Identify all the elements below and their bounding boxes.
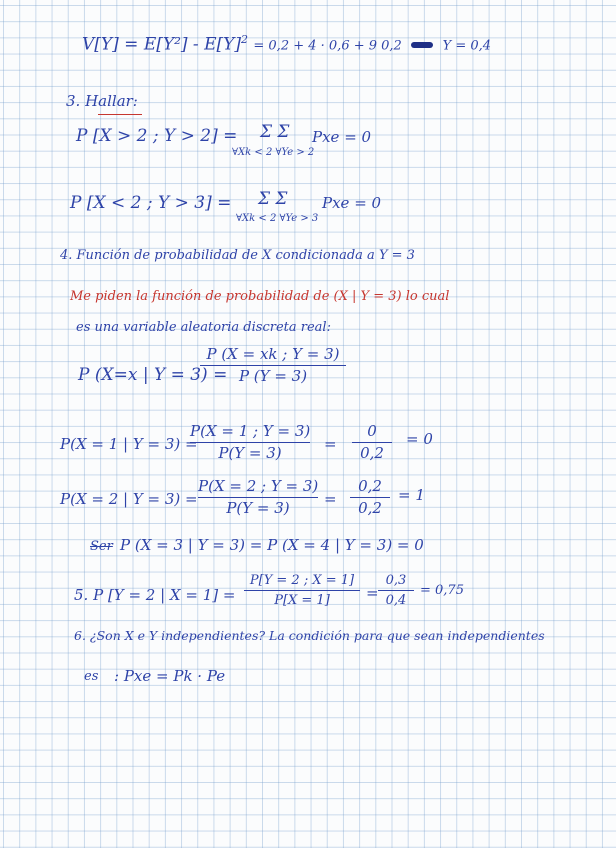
underline	[98, 114, 142, 115]
s3-line2-subscript: ∀Xk < 2 ∀Ye > 3	[236, 213, 319, 224]
s6-line2: : Pxe = Pk · Pe	[114, 667, 226, 685]
s4-text-line1: Me piden la función de probabilidad de (X | Y = 3) lo cual	[70, 289, 450, 304]
s6-line1: 6. ¿Son X e Y independientes? La condición para que sean independientes	[74, 628, 545, 643]
s3-line2-lhs: P [X < 2 ; Y > 3] =	[70, 193, 232, 213]
arrow-icon	[411, 42, 433, 48]
e1-fraction: P(X = 1 ; Y = 3) P(Y = 3)	[190, 422, 311, 462]
e1-result: = 0	[406, 430, 433, 448]
s4-text-line2: es una variable aleatoria discreta real:	[76, 320, 331, 335]
s3-line1-lhs: P [X > 2 ; Y > 2] =	[76, 126, 238, 146]
s3-line1-subscript: ∀Xk < 2 ∀Ye > 2	[232, 147, 315, 158]
e2-fraction: P(X = 2 ; Y = 3) P(Y = 3)	[198, 477, 319, 517]
s5-lhs: 5. P [Y = 2 | X = 1] =	[74, 586, 236, 604]
e1-lhs: P(X = 1 | Y = 3) =	[60, 435, 198, 453]
s6-prefix: es	[84, 669, 99, 684]
section-4-heading: 4. Función de probabilidad de X condicionada a Y = 3	[60, 248, 415, 263]
s3-line2-sum: Σ Σ	[258, 189, 288, 209]
s3-line2-term: Pxe = 0	[322, 194, 382, 212]
struck-word: Ser	[90, 539, 113, 554]
s3-line1-term: Pxe = 0	[312, 128, 372, 146]
equals-sign: =	[324, 435, 337, 453]
s5-fraction: P[Y = 2 ; X = 1] P[X = 1]	[244, 574, 360, 607]
s5-result: = 0,75	[420, 583, 464, 598]
s3-line1-sum: Σ Σ	[260, 122, 290, 142]
e2-result: = 1	[398, 486, 425, 504]
variance-formula: $V[Y] = E[Y^2] - E[Y]^2 = 0,2 + 4 \cdot 0,6 + 9$ 0,2 Y = 0,4	[82, 33, 492, 55]
conditional-lhs: P (X=x | Y = 3) =	[78, 365, 228, 385]
e2-lhs: P(X = 2 | Y = 3) =	[60, 490, 198, 508]
e3-line: P (X = 3 | Y = 3) = P (X = 4 | Y = 3) = 0	[120, 536, 424, 554]
section-3-heading: 3. Hallar:	[66, 92, 138, 110]
conditional-fraction: P (X = xk ; Y = 3) P (Y = 3)	[200, 347, 346, 384]
equals-sign: =	[366, 584, 379, 602]
s5-value-fraction: 0,3 0,4	[378, 574, 414, 607]
equals-sign: =	[324, 490, 337, 508]
e2-value-fraction: 0,2 0,2	[350, 479, 390, 516]
e1-value-fraction: 0 0,2	[352, 424, 392, 461]
